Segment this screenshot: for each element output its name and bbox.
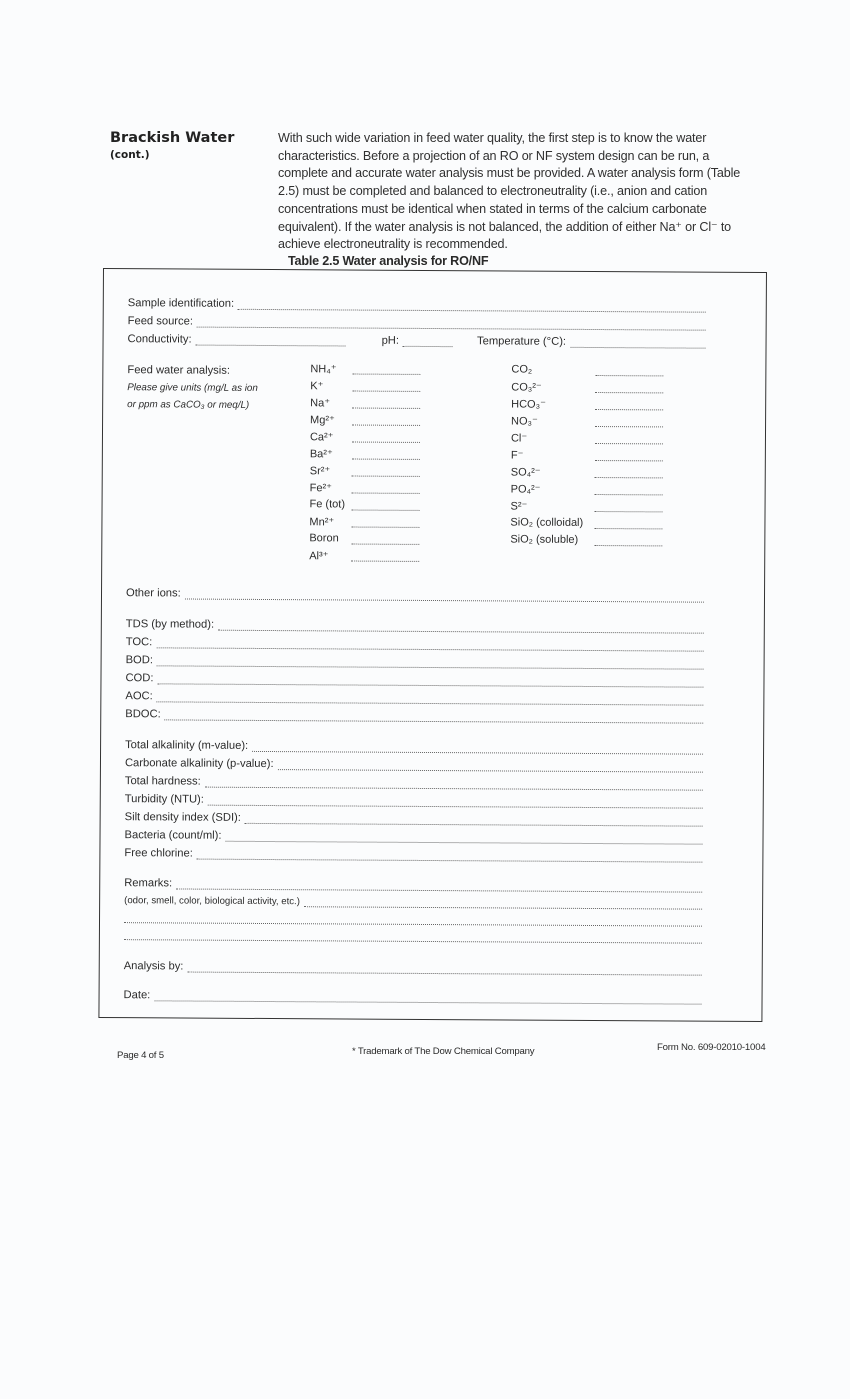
cation-label: Mn²⁺ [309,516,335,529]
form-row [125,808,703,827]
form-row [126,615,704,634]
anion-label: HCO₃⁻ [511,398,546,411]
form-row [125,736,703,755]
remarks-label: Remarks: [124,877,173,890]
section-title: Brackish Water [110,130,235,146]
form-body [123,269,706,1002]
row-label: TDS (by method): [125,618,215,631]
anion-field[interactable] [595,466,663,478]
units-note-line-2: or ppm as CaCO₃ or meq/L) [127,399,250,411]
other-ions-field[interactable] [185,588,704,603]
row-label: COD: [125,672,154,685]
row-field[interactable] [197,848,703,863]
analysis-by-label: Analysis by: [123,960,184,973]
feed-water-analysis-label: Feed water analysis: [127,364,231,377]
form-number: Form No. 609-02010-1004 [657,1042,766,1053]
cation-field[interactable] [351,516,419,528]
remarks-hint-row [124,891,702,910]
anion-label: SO₄²⁻ [510,466,541,479]
form-row [125,790,703,809]
date-field[interactable] [154,989,701,1004]
remarks-extra-line [124,908,702,927]
units-note-line-1: Please give units (mg/L as ion [127,382,258,394]
form-row [125,754,703,773]
cation-field[interactable] [352,482,420,494]
row-field[interactable] [278,758,703,773]
row-label: Free chlorine: [124,847,193,860]
remarks-field[interactable] [124,911,702,927]
cation-field[interactable] [352,397,420,409]
cation-label: Ca²⁺ [309,431,334,444]
remarks-field[interactable] [304,895,702,909]
remarks-row [124,874,702,893]
date-label: Date: [123,989,151,1002]
feed-source-field[interactable] [197,316,706,331]
cation-label: Na⁺ [310,397,331,410]
form-row [124,844,702,863]
anion-field[interactable] [595,398,663,410]
row-field[interactable] [156,636,704,651]
cation-label: Ba²⁺ [309,448,333,461]
anion-field[interactable] [595,381,663,393]
row-field[interactable] [157,672,703,687]
anion-label: NO₃⁻ [511,415,538,428]
sample-identification-field[interactable] [238,298,706,313]
row-label: BDOC: [125,708,161,721]
sample-identification-row [128,294,706,313]
cation-field[interactable] [352,363,420,375]
anion-field[interactable] [595,500,663,512]
form-row [126,651,704,670]
cation-field[interactable] [352,448,420,460]
ph-field[interactable] [403,335,453,347]
row-field[interactable] [252,740,703,755]
remarks-extra-line [124,925,702,944]
feed-source-row [128,312,706,331]
other-ions-row [126,584,704,603]
sample-identification-label: Sample identification: [127,297,235,310]
cation-label: NH₄⁺ [310,363,337,376]
analysis-by-field[interactable] [187,961,701,976]
row-label: AOC: [125,690,153,703]
analysis-by-row [124,957,702,976]
ph-label: pH: [381,334,400,347]
form-row [126,633,704,652]
anion-label: SiO₂ (soluble) [510,533,579,546]
cation-label: Boron [309,532,339,545]
row-field[interactable] [245,812,703,827]
table-caption: Table 2.5 Water analysis for RO/NF [288,254,489,268]
remarks-hint: (odor, smell, color, biological activity, etc.) [124,895,300,908]
cation-label: Al³⁺ [309,550,329,563]
row-field[interactable] [157,654,704,669]
form-row [125,772,703,791]
row-label: Bacteria (count/ml): [124,829,222,842]
row-label: Total hardness: [124,775,201,788]
water-analysis-form [98,268,767,1022]
anion-label: PO₄²⁻ [510,483,541,496]
row-field[interactable] [218,619,704,634]
temperature-field[interactable] [570,336,706,349]
conductivity-row [128,330,706,349]
other-ions-label: Other ions: [125,587,181,600]
remarks-field[interactable] [124,928,702,944]
trademark-note: * Trademark of The Dow Chemical Company [352,1046,535,1057]
anion-label: Cl⁻ [510,432,528,445]
anion-field[interactable] [595,483,663,495]
conductivity-label: Conductivity: [127,333,192,346]
cation-field[interactable] [352,414,420,426]
anion-label: CO₂ [511,363,533,376]
anion-label: S²⁻ [510,500,528,513]
cation-label: Mg²⁺ [310,414,335,427]
cation-field[interactable] [351,550,419,562]
row-label: Total alkalinity (m-value): [125,739,249,752]
feed-source-label: Feed source: [127,315,194,328]
form-row [125,687,703,706]
row-field[interactable] [208,794,703,809]
row-label: TOC: [125,636,153,649]
cation-field[interactable] [351,533,419,545]
side-heading [110,130,260,161]
cation-field[interactable] [352,431,420,443]
anion-field[interactable] [595,415,663,427]
page-number: Page 4 of 5 [117,1050,164,1061]
row-label: BOD: [125,654,154,667]
section-subtitle: (cont.) [110,149,150,161]
cation-label: Fe (tot) [309,498,346,511]
cation-label: K⁺ [310,380,324,393]
conductivity-field[interactable] [196,334,346,347]
row-label: Turbidity (NTU): [124,793,204,806]
cation-field[interactable] [352,499,420,511]
row-label: Carbonate alkalinity (p-value): [124,757,274,771]
cation-label: Sr²⁺ [309,465,331,478]
anion-field[interactable] [595,449,663,461]
anion-field[interactable] [594,534,662,546]
form-row [124,826,702,845]
anion-label: CO₃²⁻ [511,381,542,394]
cation-label: Fe²⁺ [309,482,333,495]
date-row [124,986,702,1005]
row-field[interactable] [225,830,702,845]
cation-field[interactable] [352,465,420,477]
row-label: Silt density index (SDI): [124,811,241,824]
anion-field[interactable] [595,364,663,376]
remarks-field[interactable] [176,877,702,892]
anion-field[interactable] [595,432,663,444]
row-field[interactable] [205,776,703,791]
form-row [125,669,703,688]
temperature-label: Temperature (°C): [476,335,567,348]
intro-paragraph: With such wide variation in feed water quality, the first step is to know the water characteristics. Before a projection of an RO or NF system design can be run, a complete and accurate water analysis must be provided. A water analysis form (Table 2.5) must be completed and balanced to electroneutrality (i.e., anion and cation concentrations must be identical when stated in terms of the calcium carbonate equivalent). If the water analysis is not balanced, the addition of either Na⁺ or Cl⁻ to achieve electroneutrality is recommended. [278,131,741,252]
anion-label: SiO₂ (colloidal) [510,516,584,529]
row-field[interactable] [157,690,704,705]
row-field[interactable] [165,708,704,723]
form-row [125,705,703,724]
anion-label: F⁻ [510,449,524,462]
cation-field[interactable] [352,380,420,392]
anion-field[interactable] [594,517,662,529]
